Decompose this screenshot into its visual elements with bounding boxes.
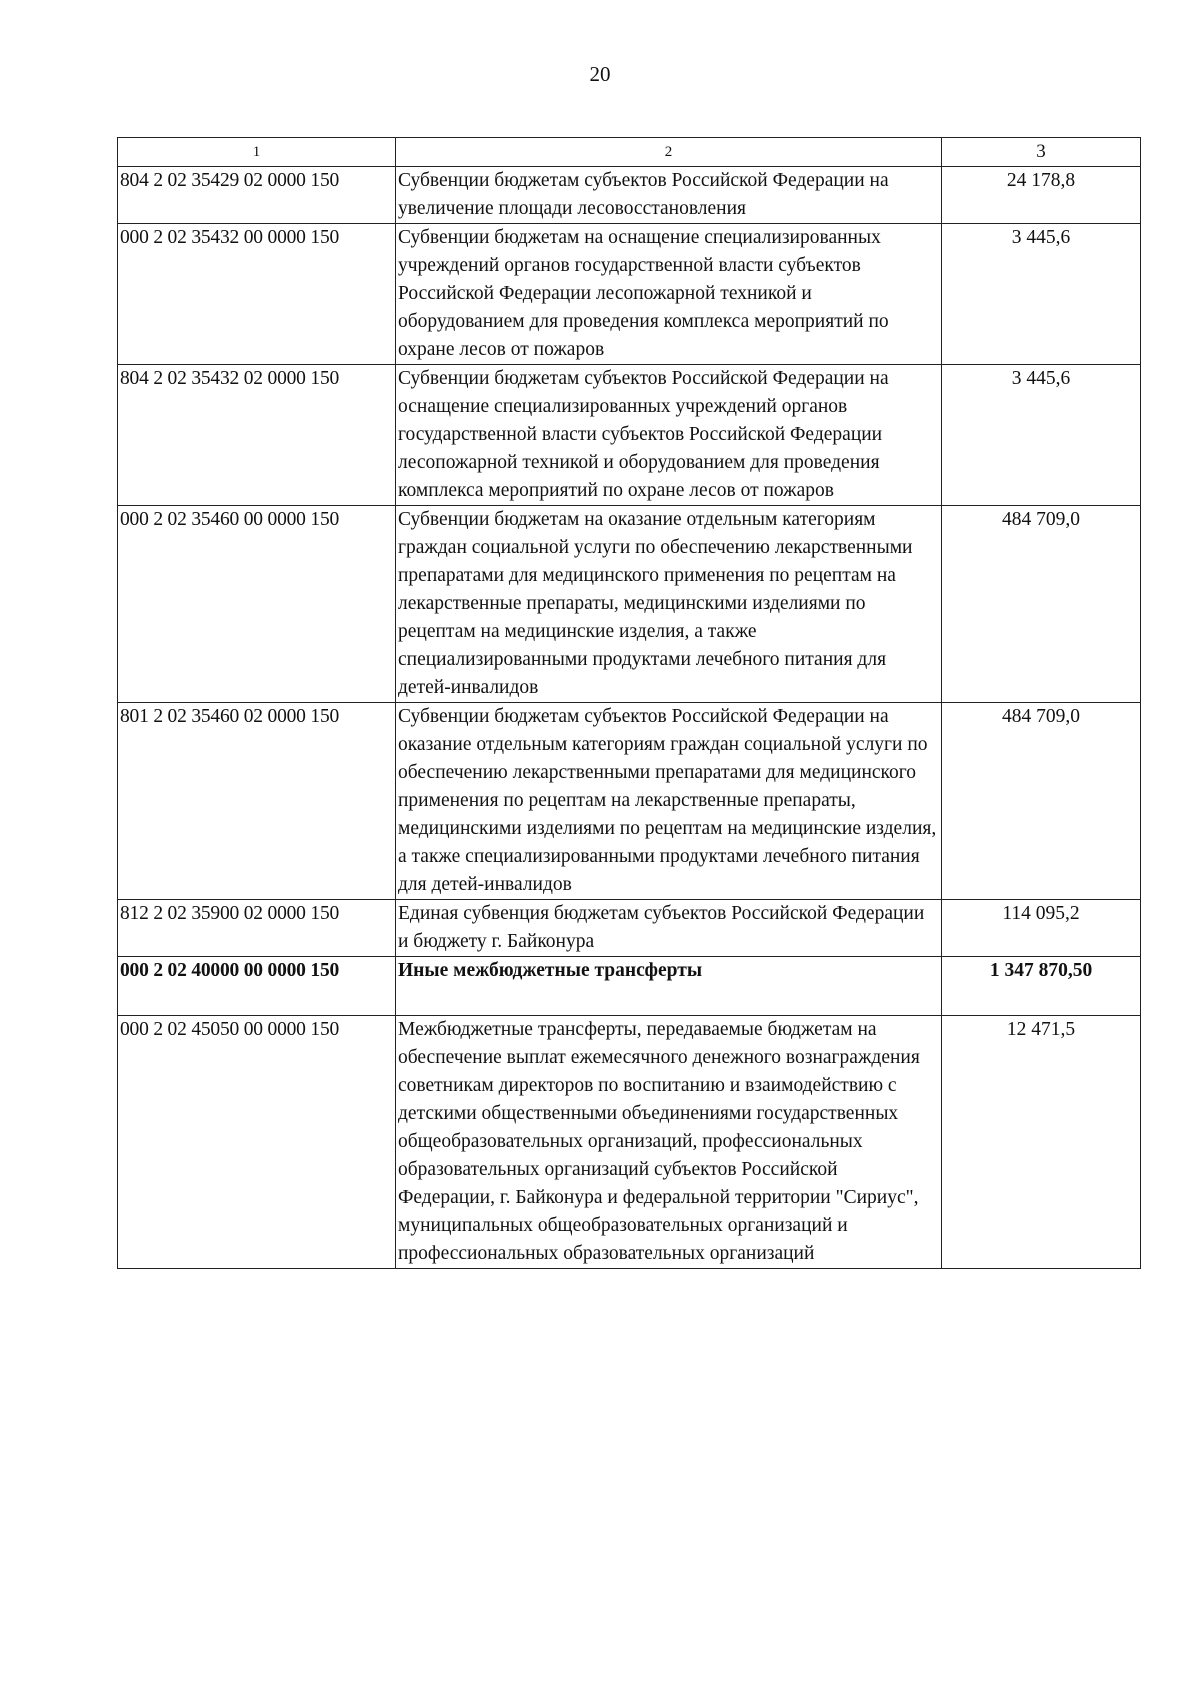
table-row xyxy=(118,167,1141,224)
revenue-name: Субвенции бюджетам на оказание отдельным категориям граждан социальной услуги по обеспечению лекарственными препаратами для медицинского применения по рецептам на лекарственные препараты, медицинскими изделиями по рецептам на медицинские изделия, а также специализированными продуктами лечебного питания для детей-инвалидов xyxy=(396,506,942,703)
table-body xyxy=(118,167,1141,1269)
classification-code: 812 2 02 35900 02 0000 150 xyxy=(118,900,396,957)
revenue-name: Субвенции бюджетам субъектов Российской Федерации на оснащение специализированных учреждений органов государственной власти субъектов Российской Федерации лесопожарной техникой и оборудованием для проведения комплекса мероприятий по охране лесов от пожаров xyxy=(396,365,942,506)
classification-code: 000 2 02 35460 00 0000 150 xyxy=(118,506,396,703)
revenue-name: Межбюджетные трансферты, передаваемые бюджетам на обеспечение выплат ежемесячного денежного вознаграждения советникам директоров по воспитанию и взаимодействию с детскими общественными объединениями государственных общеобразовательных организаций, профессиональных образовательных организаций субъектов Российской Федерации, г. Байконура и федеральной территории "Сириус", муниципальных общеобразовательных организаций и профессиональных образовательных организаций xyxy=(396,1016,942,1269)
revenue-name: Субвенции бюджетам на оснащение специализированных учреждений органов государственной власти субъектов Российской Федерации лесопожарной техникой и оборудованием для проведения комплекса мероприятий по охране лесов от пожаров xyxy=(396,224,942,365)
table-header xyxy=(118,138,1141,167)
classification-code: 801 2 02 35460 02 0000 150 xyxy=(118,703,396,900)
amount: 12 471,5 xyxy=(942,1016,1141,1269)
revenue-name: Субвенции бюджетам субъектов Российской Федерации на оказание отдельным категориям граждан социальной услуги по обеспечению лекарственными препаратами для медицинского применения по рецептам на лекарственные препараты, медицинскими изделиями по рецептам на медицинские изделия, а также специализированными продуктами лечебного питания для детей-инвалидов xyxy=(396,703,942,900)
table-row xyxy=(118,365,1141,506)
classification-code: 000 2 02 45050 00 0000 150 xyxy=(118,1016,396,1269)
revenue-name: Единая субвенция бюджетам субъектов Российской Федерации и бюджету г. Байконура xyxy=(396,900,942,957)
header-row xyxy=(118,138,1141,167)
revenue-name: Субвенции бюджетам субъектов Российской Федерации на увеличение площади лесовосстановления xyxy=(396,167,942,224)
table-row xyxy=(118,224,1141,365)
classification-code: 804 2 02 35432 02 0000 150 xyxy=(118,365,396,506)
amount: 484 709,0 xyxy=(942,506,1141,703)
amount: 114 095,2 xyxy=(942,900,1141,957)
classification-code: 000 2 02 35432 00 0000 150 xyxy=(118,224,396,365)
table-row xyxy=(118,900,1141,957)
table-row xyxy=(118,1016,1141,1269)
header-col-1: 1 xyxy=(118,138,396,167)
amount: 24 178,8 xyxy=(942,167,1141,224)
revenue-name: Иные межбюджетные трансферты xyxy=(396,957,942,1016)
classification-code: 804 2 02 35429 02 0000 150 xyxy=(118,167,396,224)
classification-code: 000 2 02 40000 00 0000 150 xyxy=(118,957,396,1016)
table-row xyxy=(118,703,1141,900)
amount: 1 347 870,50 xyxy=(942,957,1141,1016)
budget-table xyxy=(117,137,1141,1269)
table-row xyxy=(118,506,1141,703)
header-col-3: 3 xyxy=(942,138,1141,167)
amount: 3 445,6 xyxy=(942,365,1141,506)
header-col-2: 2 xyxy=(396,138,942,167)
amount: 3 445,6 xyxy=(942,224,1141,365)
table-row-subtotal xyxy=(118,957,1141,1016)
page-number: 20 xyxy=(589,62,611,86)
amount: 484 709,0 xyxy=(942,703,1141,900)
